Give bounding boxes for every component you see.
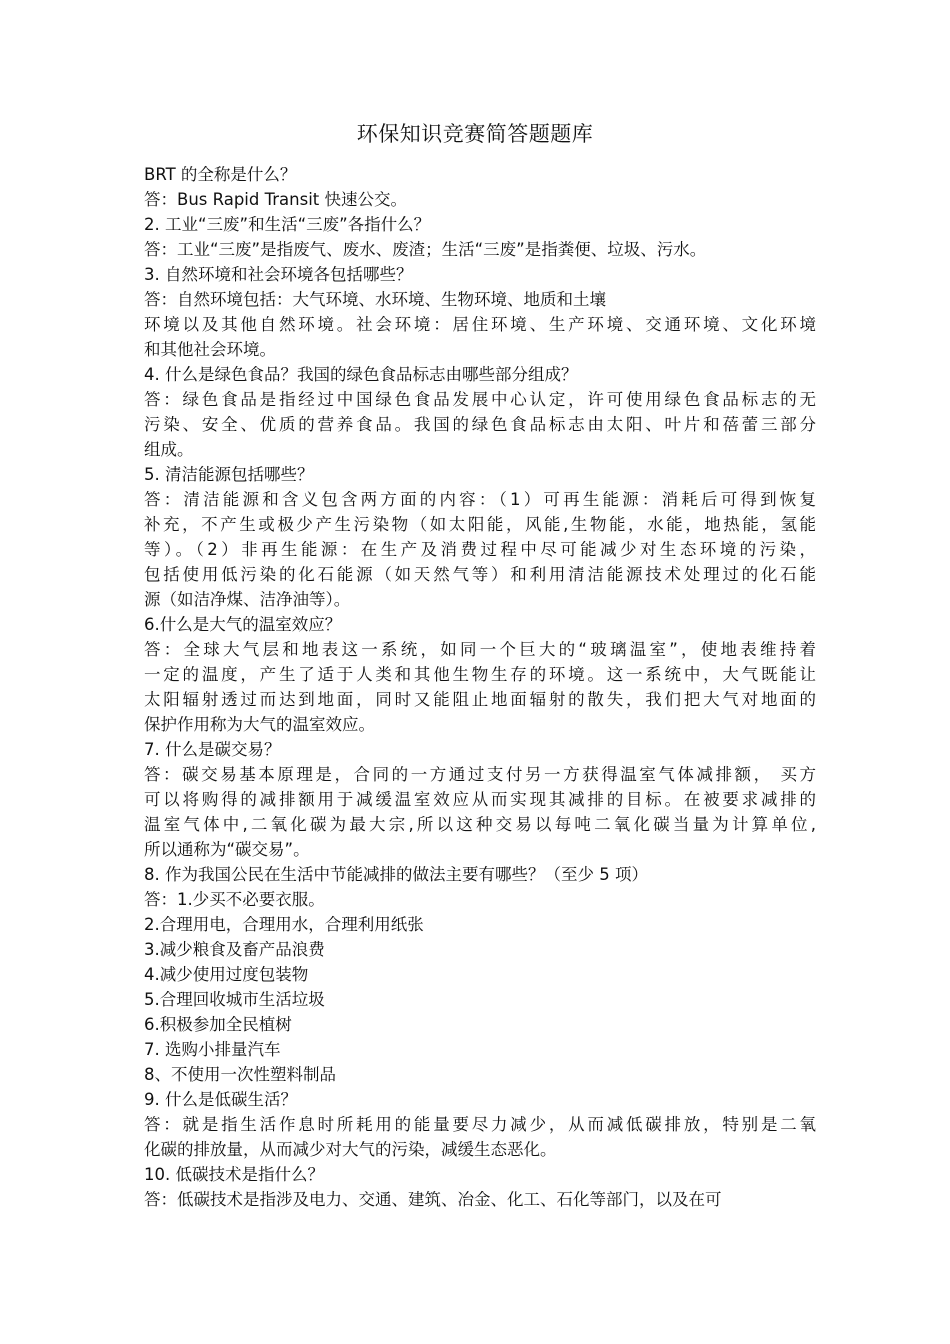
text-line: 所以通称为“碳交易”。 (144, 840, 310, 859)
document-title: 环保知识竞赛简答题题库 (356, 122, 594, 146)
document-body (144, 162, 816, 1212)
text-line: 答：工业“三废”是指废气、废水、废渣；生活“三废”是指粪便、垃圾、污水。 (144, 240, 707, 259)
text-line: 保护作用称为大气的温室效应。 (144, 715, 375, 734)
text-line: 答：低碳技术是指涉及电力、交通、建筑、冶金、化工、石化等部门，以及在可 (144, 1190, 722, 1209)
text-line: 2. 工业“三废”和生活“三废”各指什么？ (144, 215, 431, 234)
text-line: 温室气体中,二氧化碳为最大宗,所以这种交易以每吨二氧化碳当量为计算单位, (144, 815, 816, 834)
text-line: 7. 选购小排量汽车 (144, 1040, 281, 1059)
text-line: 9. 什么是低碳生活？ (144, 1090, 297, 1109)
text-line: 化碳的排放量，从而减少对大气的污染，减缓生态恶化。 (144, 1140, 557, 1159)
text-line: 一定的温度，产生了适于人类和其他生物生存的环境。这一系统中，大气既能让 (144, 665, 816, 684)
text-line: 污染、安全、优质的营养食品。我国的绿色食品标志由太阳、叶片和蓓蕾三部分 (144, 415, 816, 434)
text-line: 6.积极参加全民植树 (144, 1015, 292, 1034)
text-line: 组成。 (144, 440, 194, 459)
text-line: 和其他社会环境。 (144, 340, 276, 359)
text-line: 4.减少使用过度包装物 (144, 965, 309, 984)
text-line: 答：1.少买不必要衣服。 (144, 890, 325, 909)
text-line: 太阳辐射透过而达到地面，同时又能阻止地面辐射的散失，我们把大气对地面的 (144, 690, 816, 709)
text-line: 答：就是指生活作息时所耗用的能量要尽力减少，从而减低碳排放，特别是二氧 (144, 1115, 816, 1134)
text-line: 环境以及其他自然环境。社会环境：居住环境、生产环境、交通环境、文化环境 (144, 315, 816, 334)
text-line: 5.合理回收城市生活垃圾 (144, 990, 325, 1009)
text-line: 答：碳交易基本原理是，合同的一方通过支付另一方获得温室气体减排额， 买方 (144, 765, 816, 784)
text-line: 答：全球大气层和地表这一系统，如同一个巨大的“玻璃温室”，使地表维持着 (144, 640, 816, 659)
text-line: 7. 什么是碳交易？ (144, 740, 281, 759)
text-line: 2.合理用电，合理用水，合理利用纸张 (144, 915, 424, 934)
text-line: 3. 自然环境和社会环境各包括哪些？ (144, 265, 413, 284)
text-line: 10. 低碳技术是指什么？ (144, 1165, 324, 1184)
text-line: 包括使用低污染的化石能源（如天然气等）和利用清洁能源技术处理过的化石能 (144, 565, 816, 584)
text-line: 源（如洁净煤、洁净油等）。 (144, 590, 351, 609)
text-line: 4. 什么是绿色食品？我国的绿色食品标志由哪些部分组成？ (144, 365, 578, 384)
text-line: 6.什么是大气的温室效应？ (144, 615, 342, 634)
text-line: 8. 作为我国公民在生活中节能减排的做法主要有哪些？（至少 5 项） (144, 865, 648, 884)
text-line: 可以将购得的减排额用于减缓温室效应从而实现其减排的目标。在被要求减排的 (144, 790, 816, 809)
text-line: 3.减少粮食及畜产品浪费 (144, 940, 325, 959)
text-line: 答：清洁能源和含义包含两方面的内容：（1）可再生能源：消耗后可得到恢复 (144, 490, 816, 509)
text-line: 答：Bus Rapid Transit 快速公交。 (144, 190, 408, 209)
text-line: 等）。（2）非再生能源：在生产及消费过程中尽可能减少对生态环境的污染， (144, 540, 816, 559)
text-line: 补充，不产生或极少产生污染物（如太阳能，风能,生物能，水能，地热能，氢能 (144, 515, 816, 534)
text-line: 5. 清洁能源包括哪些？ (144, 465, 314, 484)
text-line: 8、不使用一次性塑料制品 (144, 1065, 336, 1084)
text-line: BRT 的全称是什么？ (144, 165, 297, 184)
text-line: 答：绿色食品是指经过中国绿色食品发展中心认定，许可使用绿色食品标志的无 (144, 390, 816, 409)
text-line: 答：自然环境包括：大气环境、水环境、生物环境、地质和土壤 (144, 290, 606, 309)
